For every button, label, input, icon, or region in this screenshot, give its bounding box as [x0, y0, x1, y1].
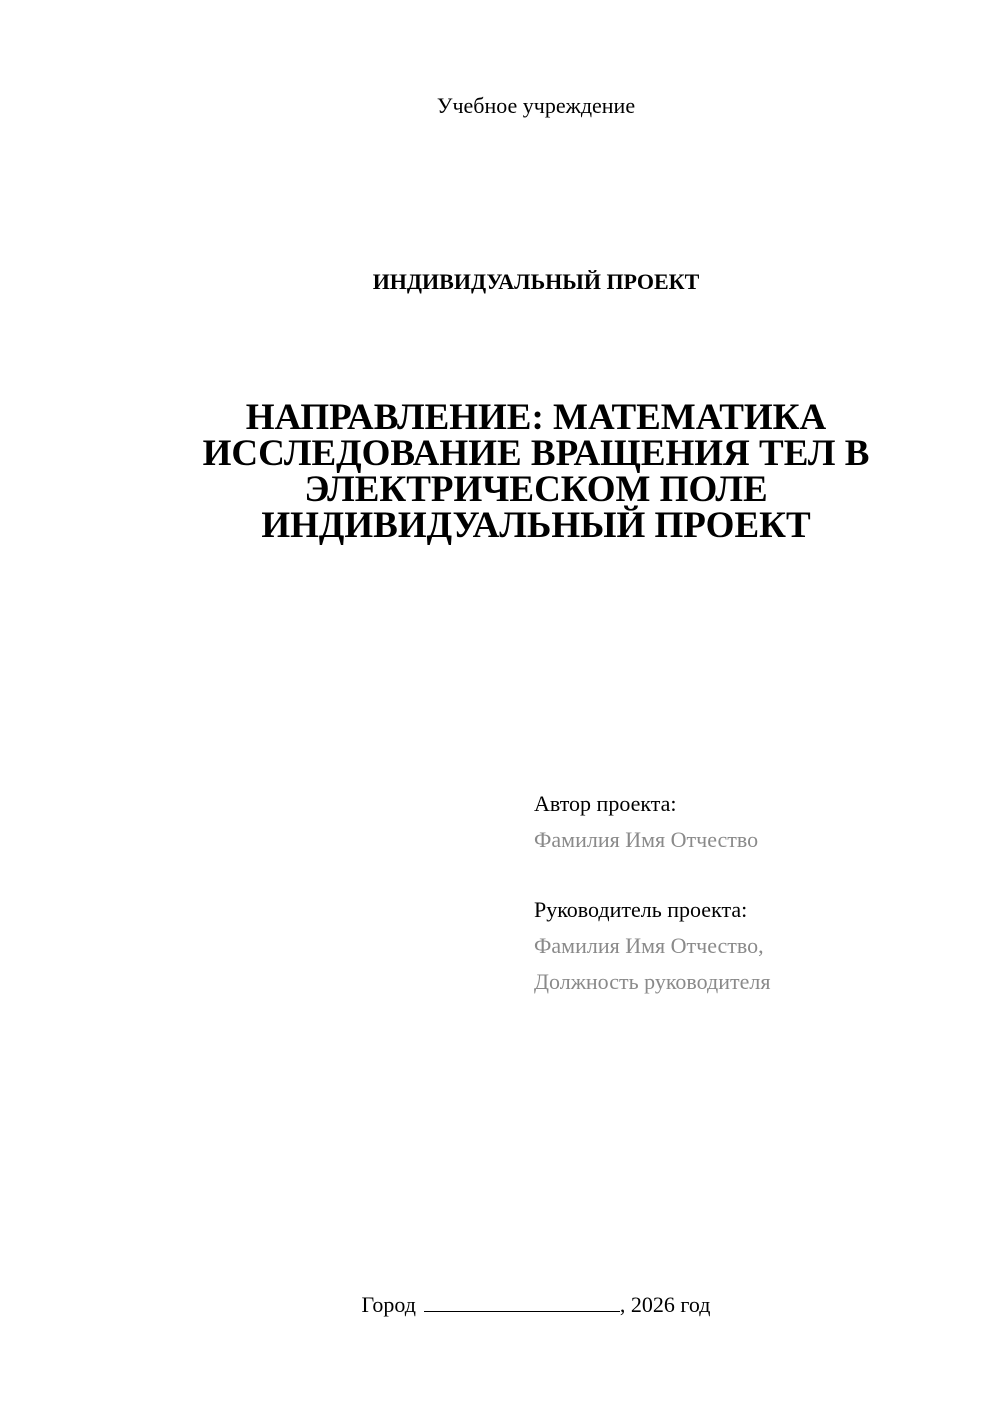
city-label: Город [361, 1292, 416, 1317]
author-block [534, 790, 974, 862]
city-blank-underline [424, 1293, 620, 1312]
author-name-placeholder: Фамилия Имя Отчество [534, 827, 759, 852]
supervisor-name-placeholder: Фамилия Имя Отчество, [534, 933, 764, 958]
year-text: , 2026 год [619, 1292, 711, 1317]
document-type-heading: ИНДИВИДУАЛЬНЫЙ ПРОЕКТ [372, 269, 700, 294]
author-label: Автор проекта: [534, 791, 677, 816]
title-line: НАПРАВЛЕНИЕ: МАТЕМАТИКА [245, 397, 827, 438]
supervisor-block [534, 896, 974, 1004]
project-title [0, 397, 1000, 546]
supervisor-position-placeholder: Должность руководителя [534, 969, 771, 994]
city-year-line [0, 1291, 1000, 1319]
supervisor-label: Руководитель проекта: [534, 897, 748, 922]
title-line: ЭЛЕКТРИЧЕСКОМ ПОЛЕ [304, 469, 768, 510]
title-line: ИНДИВИДУАЛЬНЫЙ ПРОЕКТ [261, 505, 811, 546]
institution-name: Учебное учреждение [436, 93, 636, 118]
title-line: ИССЛЕДОВАНИЕ ВРАЩЕНИЯ ТЕЛ В [202, 433, 870, 474]
